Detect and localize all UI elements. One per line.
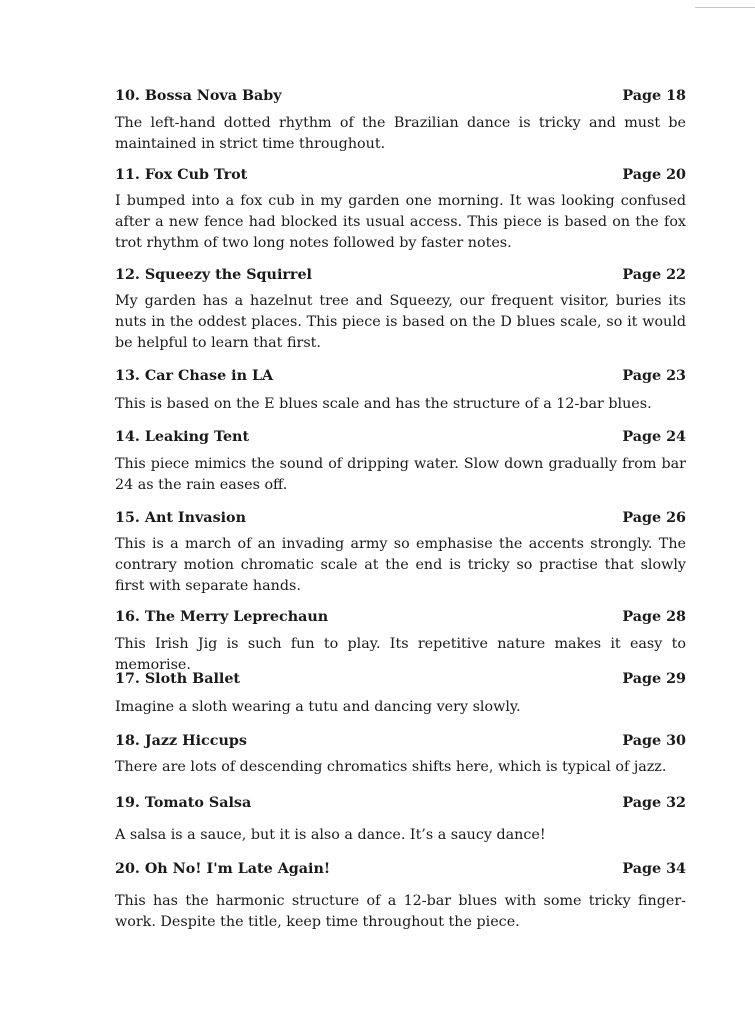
entry-page: Page 20: [622, 167, 686, 183]
entry-title: 16. The Merry Leprechaun: [115, 609, 329, 625]
entry-heading: [115, 265, 686, 285]
entry-description: My garden has a hazelnut tree and Squeezy, our frequent visitor, buries its nuts in the oddest places. This piece is based on the D blues scale, so it would be helpful to learn that first.: [115, 293, 686, 351]
entry-description: This is a march of an invading army so emphasise the accents strongly. The contrary motion chromatic scale at the end is tricky so practise that slowly first with separate hands.: [115, 536, 686, 594]
entry-title: 20. Oh No! I'm Late Again!: [115, 861, 331, 877]
entry-page: Page 24: [622, 429, 686, 445]
entry-heading: [115, 731, 686, 751]
entry-page: Page 34: [622, 861, 686, 877]
entry-description: This is based on the E blues scale and has the structure of a 12-bar blues.: [115, 396, 652, 412]
entry-page: Page 32: [622, 795, 686, 811]
entry-title: 11. Fox Cub Trot: [115, 167, 248, 183]
entry-page: Page 18: [622, 88, 686, 104]
entry-description: This Irish Jig is such fun to play. Its repetitive nature makes it easy to memorise.: [115, 636, 686, 673]
entry-page: Page 23: [622, 368, 686, 384]
entry-heading: [115, 165, 686, 185]
entry-description: The left-hand dotted rhythm of the Brazilian dance is tricky and must be maintained in strict time throughout.: [115, 115, 686, 152]
entry-title: 13. Car Chase in LA: [115, 368, 274, 384]
entry-heading: [115, 366, 686, 386]
entry-heading: [115, 508, 686, 528]
entry-title: 17. Sloth Ballet: [115, 671, 241, 687]
entry-title: 15. Ant Invasion: [115, 510, 246, 526]
entry-page: Page 28: [622, 609, 686, 625]
entry-description: There are lots of descending chromatics shifts here, which is typical of jazz.: [115, 759, 667, 775]
entry-heading: [115, 427, 686, 447]
entry-title: 19. Tomato Salsa: [115, 795, 252, 811]
entry-heading: [115, 607, 686, 627]
entry-title: 18. Jazz Hiccups: [115, 733, 247, 749]
entry-title: 14. Leaking Tent: [115, 429, 250, 445]
entry-page: Page 29: [622, 671, 686, 687]
entry-description: I bumped into a fox cub in my garden one morning. It was looking confused after a new fence had blocked its usual access. This piece is based on the fox trot rhythm of two long notes followed by faster notes.: [115, 193, 686, 251]
entry-page: Page 30: [622, 733, 686, 749]
entry-heading: [115, 86, 686, 106]
entry-description: A salsa is a sauce, but it is also a dance. It’s a saucy dance!: [115, 827, 546, 843]
entry-description: Imagine a sloth wearing a tutu and dancing very slowly.: [115, 699, 521, 715]
entry-title: 12. Squeezy the Squirrel: [115, 267, 312, 283]
entry-page: Page 22: [622, 267, 686, 283]
entry-description: This has the harmonic structure of a 12-bar blues with some tricky finger-work. Despite the title, keep time throughout the piece.: [115, 893, 686, 930]
entry-heading: [115, 859, 686, 879]
entry-page: Page 26: [622, 510, 686, 526]
entry-heading: [115, 669, 686, 689]
entry-description: This piece mimics the sound of dripping water. Slow down gradually from bar 24 as the rain eases off.: [115, 456, 686, 493]
entry-heading: [115, 793, 686, 813]
entry-title: 10. Bossa Nova Baby: [115, 88, 282, 104]
